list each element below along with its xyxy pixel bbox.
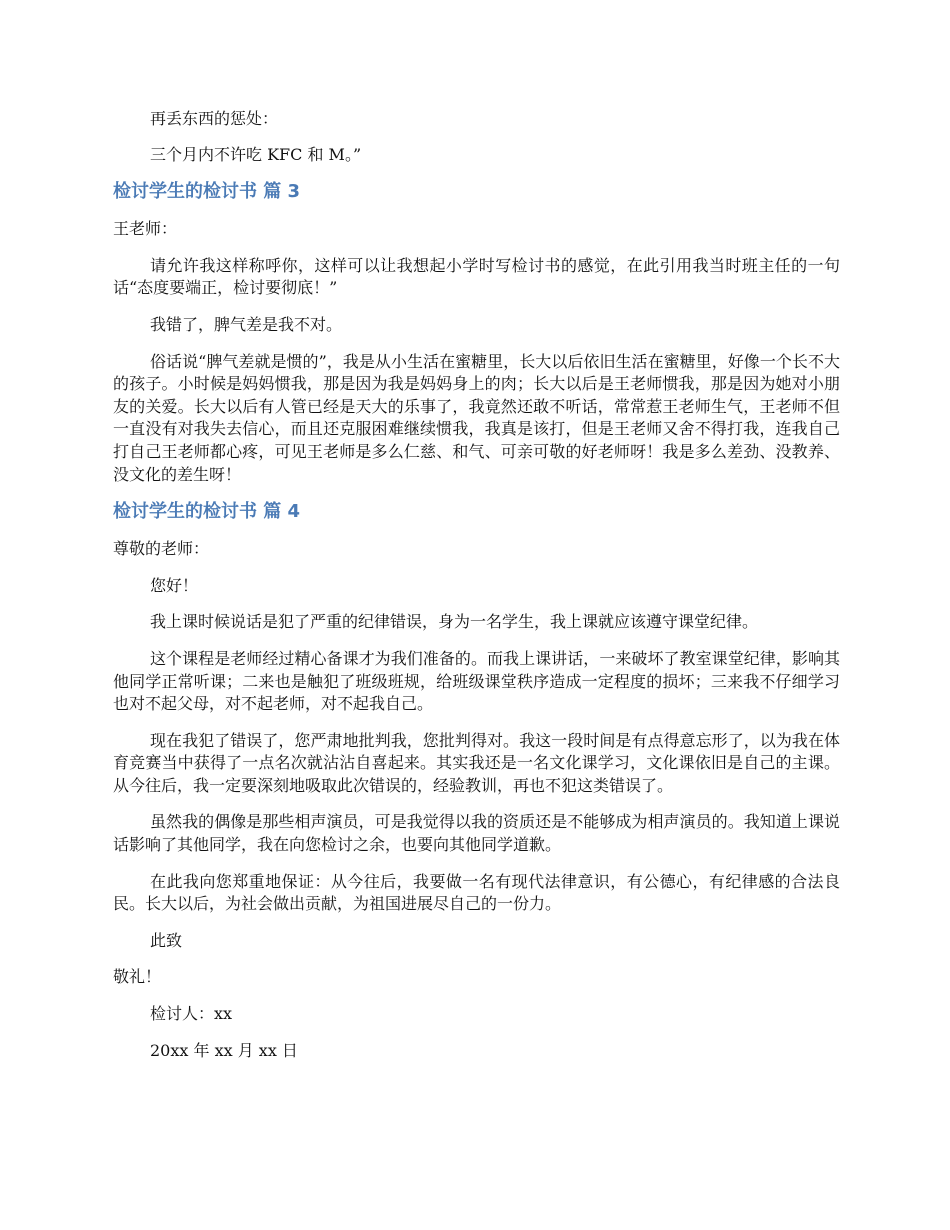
signer: 检讨人：xx <box>150 1004 233 1024</box>
salute: 敬礼！ <box>113 967 162 987</box>
date: 20xx 年 xx 月 xx 日 <box>150 1040 298 1060</box>
body-paragraph: 请允许我这样称呼你，这样可以让我想起小学时写检讨书的感觉，在此引用我当时班主任的一句话“态度要端正，检讨要彻底！” <box>113 255 840 298</box>
body-paragraph: 现在我犯了错误了，您严肃地批判我，您批判得对。我这一段时间是有点得意忘形了，以为我在体育竞赛当中获得了一点名次就沾沾自喜起来。其实我还是一名文化课学习，文化课依旧是自己的主课。从今往后，我一定要深刻地吸取此次错误的，经验教训，再也不犯这类错误了。 <box>113 730 840 795</box>
body-paragraph: 在此我向您郑重地保证：从今往后，我要做一名有现代法律意识，有公德心，有纪律感的合法良民。长大以后，为社会做出贡献，为祖国进展尽自己的一份力。 <box>113 871 840 914</box>
body-paragraph: 俗话说“脾气差就是惯的”，我是从小生活在蜜糖里，长大以后依旧生活在蜜糖里，好像一个长不大的孩子。小时候是妈妈惯我，那是因为我是妈妈身上的肉；长大以后是王老师惯我，那是因为她对小朋友的关爱。长大以后有人管已经是天大的乐事了，我竟然还敢不听话，常常惹王老师生气，王老师不但一直没有对我失去信心，而且还克服困难继续惯我，我真是该打，但是王老师又舍不得打我，连我自己打自己王老师都心疼，可见王老师是多么仁慈、和气、可亲可敬的好老师呀！我是多么差劲、没教养、没文化的差生呀！ <box>113 351 840 484</box>
section-heading: 检讨学生的检讨书 篇 4 <box>113 501 301 523</box>
body-paragraph: 我错了，脾气差是我不对。 <box>150 314 343 334</box>
body-paragraph: 我上课时候说话是犯了严重的纪律错误，身为一名学生，我上课就应该遵守课堂纪律。 <box>150 612 759 632</box>
closing: 此致 <box>150 930 183 950</box>
document-page <box>113 108 840 1062</box>
salutation: 王老师： <box>113 219 178 239</box>
greeting: 您好！ <box>150 575 199 595</box>
body-paragraph: 虽然我的偶像是那些相声演员，可是我觉得以我的资质还是不能够成为相声演员的。我知道上课说话影响了其他同学，我在向您检讨之余，也要向其他同学道歉。 <box>113 812 840 855</box>
body-paragraph: 三个月内不许吃 KFC 和 M。” <box>150 144 362 164</box>
section-heading: 检讨学生的检讨书 篇 3 <box>113 181 301 203</box>
body-paragraph: 这个课程是老师经过精心备课才为我们准备的。而我上课讲话，一来破坏了教室课堂纪律，影响其他同学正常听课；二来也是触犯了班级班规，给班级课堂秩序造成一定程度的损坏；三来我不仔细学习也对不起父母，对不起老师，对不起我自己。 <box>113 648 840 714</box>
salutation: 尊敬的老师： <box>113 539 210 559</box>
body-paragraph: 再丢东西的惩处： <box>150 109 279 128</box>
